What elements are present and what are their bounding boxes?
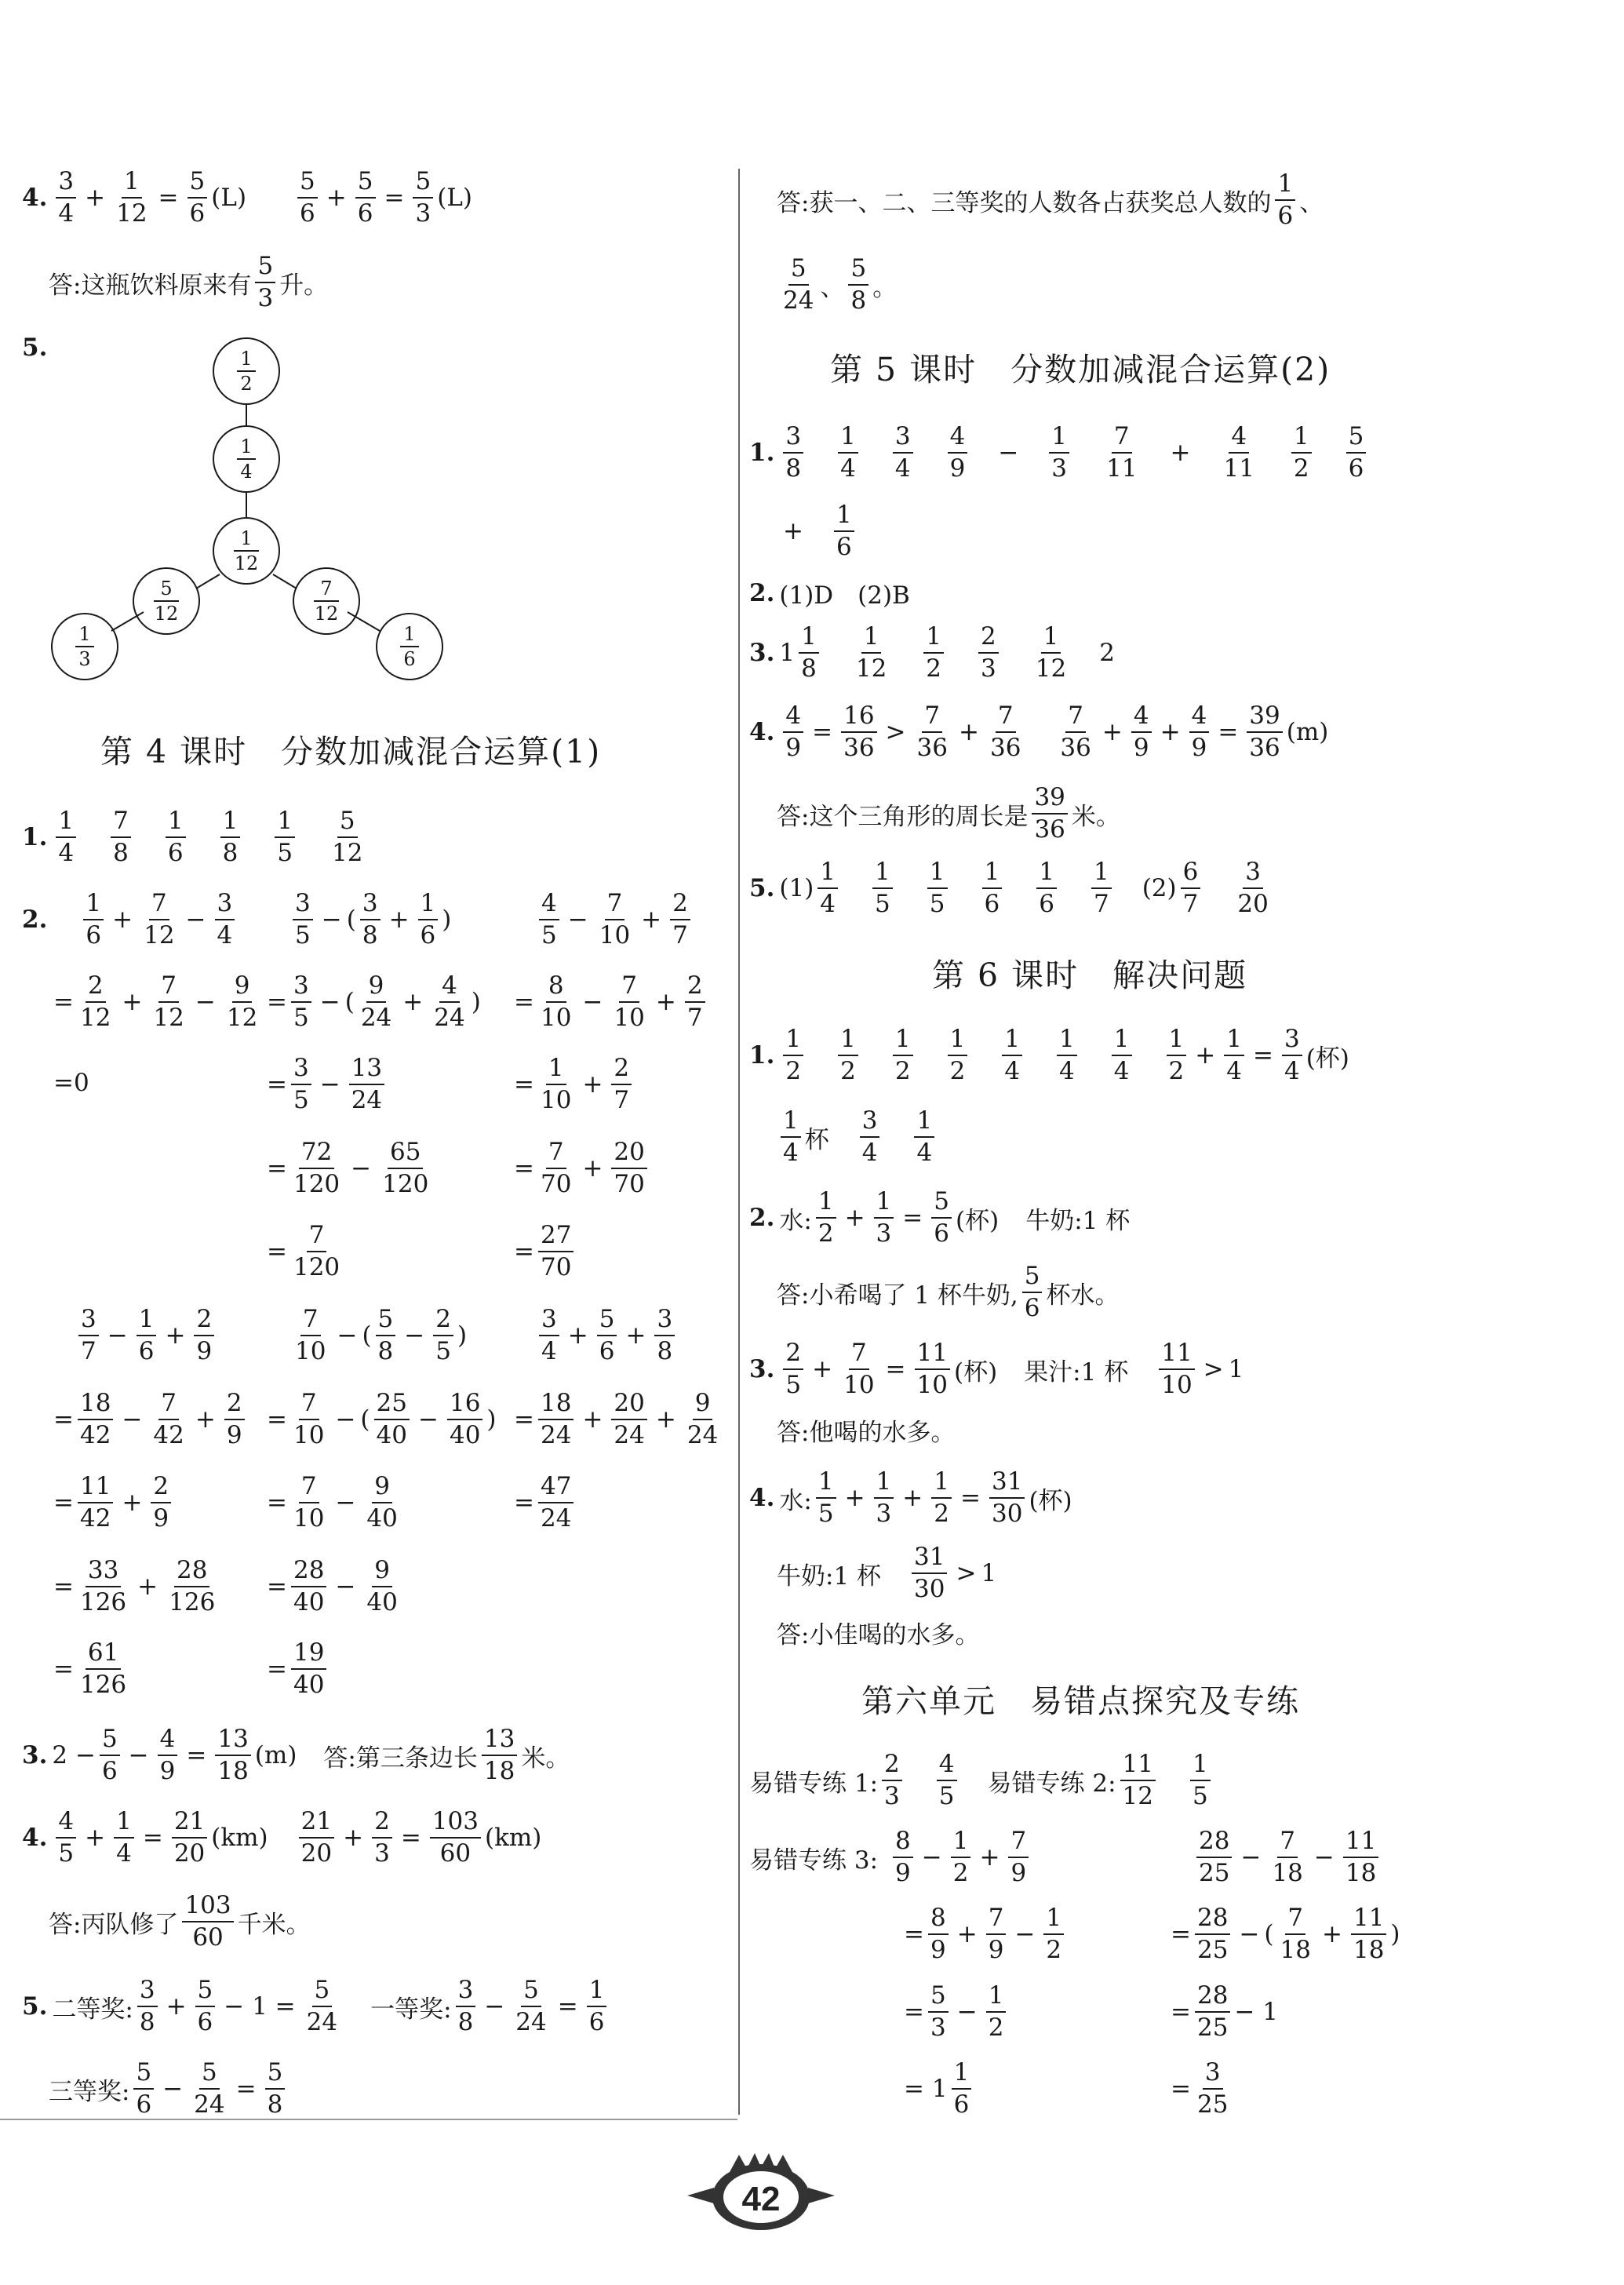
fraction: $\frac{1}{6}$: [166, 808, 186, 867]
fraction: $\frac{19}{40}$: [291, 1640, 326, 1699]
svg-text:4: 4: [240, 461, 253, 483]
fraction: $\frac{13}{18}$: [215, 1726, 250, 1785]
fraction: $\frac{1}{4}$: [914, 1108, 934, 1167]
svg-text:1: 1: [78, 623, 91, 645]
fraction: $\frac{6}{7}$: [1181, 859, 1201, 918]
fraction: $\frac{3}{5}$: [291, 1055, 311, 1114]
svg-text:12: 12: [314, 603, 339, 625]
fraction: $\frac{5}{6}$: [931, 1189, 952, 1248]
column-divider: [738, 169, 740, 2115]
fraction: $\frac{11}{18}$: [1351, 1905, 1386, 1964]
fraction: $\frac{103}{60}$: [182, 1893, 233, 1952]
fraction: $\frac{47}{24}$: [538, 1474, 573, 1532]
fraction: $\frac{3}{8}$: [783, 424, 803, 483]
fraction: $\frac{5}{8}$: [376, 1306, 396, 1365]
right-e3-a3: = $\frac{5}{3}$ − $\frac{1}{2}$: [904, 1983, 1010, 2042]
fraction: $\frac{9}{40}$: [366, 1556, 398, 1617]
page-number-badge: [683, 2150, 839, 2236]
svg-text:2: 2: [240, 373, 253, 395]
fraction: $\frac{1}{6}$: [587, 1977, 607, 2036]
left-q2-c4: = $\frac{7}{70}$ + $\frac{20}{70}$: [514, 1139, 651, 1198]
fraction: $\frac{9}{12}$: [226, 971, 258, 1033]
fraction: $\frac{27}{70}$: [538, 1223, 573, 1281]
left-q2-e4: = $\frac{28}{40}$ − $\frac{9}{40}$: [267, 1558, 404, 1616]
fraction: $\frac{2}{3}$: [882, 1751, 902, 1810]
left-q2-c3: = $\frac{1}{10}$ + $\frac{2}{7}$: [514, 1055, 635, 1114]
tree-node-far-left: [75, 623, 94, 670]
page-number: 42: [741, 2180, 781, 2218]
fraction: $\frac{20}{70}$: [611, 1139, 646, 1198]
right-e3-a2: = $\frac{8}{9}$ + $\frac{7}{9}$ − $\frac{1}{2}$: [904, 1905, 1068, 1964]
right-e1: 易错专练 1: $\frac{2}{3}$ $\frac{4}{5}$ 易错专练 2: $\frac{11}{12}$ $\frac{1}{5}$: [749, 1751, 1214, 1810]
svg-text:12: 12: [234, 552, 259, 574]
left-q3: 3. 2 − $\frac{5}{6}$ − $\frac{4}{9}$ = $\frac{13}{18}$ (m) 答:第三条边长 $\frac{13}{18}$ 米。: [22, 1725, 570, 1786]
svg-text:5: 5: [160, 578, 173, 599]
fraction: $\frac{1}{6}$: [83, 891, 104, 949]
fraction: $\frac{1}{2}$: [1291, 424, 1312, 483]
fraction: $\frac{3}{7}$: [78, 1306, 99, 1365]
fraction: $\frac{72}{120}$: [293, 1138, 340, 1199]
left-q2-d3: = $\frac{11}{42}$ + $\frac{2}{9}$: [53, 1474, 175, 1532]
fraction: $\frac{5}{24}$: [306, 1976, 338, 2037]
fraction: $\frac{5}{3}$: [928, 1983, 949, 2042]
fraction: $\frac{31}{30}$: [989, 1469, 1025, 1528]
left-q2-e3: = $\frac{7}{10}$ − $\frac{9}{40}$: [267, 1474, 404, 1532]
fraction: $\frac{7}{10}$: [293, 1389, 325, 1450]
fraction: $\frac{11}{10}$: [915, 1340, 950, 1399]
fraction: $\frac{28}{25}$: [1195, 1905, 1230, 1964]
fraction: $\frac{7}{10}$: [293, 1472, 325, 1533]
fraction: $\frac{1}{2}$: [783, 1026, 803, 1085]
fraction: $\frac{5}{6}$: [188, 169, 208, 228]
fraction: $\frac{103}{60}$: [430, 1809, 481, 1868]
fraction: $\frac{3}{20}$: [1237, 858, 1269, 919]
right-p3-answer: 答:他喝的水多。: [777, 1419, 956, 1447]
fraction-tree-diagram: [47, 330, 455, 691]
fraction: $\frac{1}{2}$: [986, 1983, 1007, 2042]
left-q4-answer: 答:这瓶饮料原来有 $\frac{5}{3}$ 升。: [49, 252, 329, 313]
fraction: $\frac{13}{24}$: [349, 1055, 384, 1114]
fraction: $\frac{28}{126}$: [169, 1556, 216, 1617]
fraction: $\frac{7}{9}$: [1008, 1828, 1029, 1887]
svg-text:1: 1: [240, 527, 253, 549]
fraction: $\frac{1}{6}$: [834, 502, 854, 561]
fraction: $\frac{2}{7}$: [685, 973, 705, 1032]
fraction: $\frac{1}{5}$: [816, 1469, 836, 1528]
fraction: $\frac{7}{70}$: [540, 1138, 572, 1199]
fraction: $\frac{1}{2}$: [816, 1189, 836, 1248]
fraction: $\frac{3}{25}$: [1196, 2058, 1229, 2119]
title-lesson6: 第 6 课时 解决问题: [932, 957, 1248, 994]
fraction: $\frac{2}{5}$: [433, 1306, 453, 1365]
fraction: $\frac{25}{40}$: [374, 1390, 410, 1449]
fraction: $\frac{1}{4}$: [1224, 1026, 1244, 1085]
fraction: $\frac{7}{10}$: [614, 971, 645, 1033]
left-q2-f2: = $\frac{18}{24}$ + $\frac{20}{24}$ + $\frac{9}{24}$: [514, 1390, 724, 1449]
fraction: $\frac{1}{6}$: [982, 859, 1003, 918]
fraction: $\frac{1}{8}$: [220, 808, 241, 867]
fraction: $\frac{9}{24}$: [360, 971, 392, 1033]
fraction: $\frac{11}{12}$: [1120, 1751, 1156, 1810]
fraction: $\frac{7}{18}$: [1272, 1827, 1303, 1888]
fraction: $\frac{3}{4}$: [215, 891, 235, 949]
svg-text:1: 1: [240, 435, 253, 457]
right-e3-a1: 易错专练 3: $\frac{8}{9}$ − $\frac{1}{2}$ + $\frac{7}{9}$: [749, 1828, 1032, 1887]
title-unit6: 第六单元 易错点探究及专练: [861, 1682, 1300, 1720]
title-lesson5: 第 5 课时 分数加减混合运算(2): [830, 351, 1331, 388]
right-s4: 4. $\frac{4}{9}$ = $\frac{16}{36}$ > $\frac{7}{36}$ + $\frac{7}{36}$ $\frac{7}{36}$ + $\frac{4}{9}$ + $\frac{4}{9}$ = $\frac{39}{36}$ (m): [749, 702, 1329, 763]
fraction: $\frac{7}{12}$: [144, 889, 175, 950]
fraction: $\frac{1}{8}$: [799, 624, 819, 683]
fraction: $\frac{3}{8}$: [456, 1977, 476, 2036]
fraction: $\frac{33}{126}$: [79, 1556, 127, 1617]
fraction: $\frac{3}{4}$: [893, 424, 913, 483]
fraction: $\frac{1}{4}$: [1057, 1026, 1077, 1085]
left-q2-e1: $\frac{7}{10}$ − ( $\frac{5}{8}$ − $\frac{2}{5}$ ): [289, 1306, 467, 1365]
right-s5: 5. (1) $\frac{1}{4}$ $\frac{1}{5}$ $\frac{1}{5}$ $\frac{1}{6}$ $\frac{1}{6}$ $\frac{1}{7}$ (2) $\frac{6}{7}$ $\frac{3}{20}$: [749, 859, 1275, 918]
right-e3-b1: $\frac{28}{25}$ − $\frac{7}{18}$ − $\frac{11}{18}$: [1193, 1828, 1382, 1887]
fraction: $\frac{5}{3}$: [255, 253, 275, 312]
fraction: $\frac{7}{10}$: [295, 1305, 326, 1366]
fraction: $\frac{5}{8}$: [848, 256, 868, 315]
fraction: $\frac{4}{5}$: [937, 1751, 957, 1810]
fraction: $\frac{8}{9}$: [893, 1828, 913, 1887]
fraction: $\frac{2}{3}$: [978, 624, 999, 683]
fraction: $\frac{11}{18}$: [1343, 1828, 1378, 1887]
right-p3: 3. $\frac{2}{5}$ + $\frac{7}{10}$ = $\frac{11}{10}$ (杯) 果汁:1 杯 $\frac{11}{10}$ > 1: [749, 1339, 1244, 1400]
fraction: $\frac{7}{36}$: [989, 702, 1021, 763]
fraction: $\frac{5}{24}$: [515, 1976, 547, 2037]
right-s4-answer: 答:这个三角形的周长是 $\frac{39}{36}$ 米。: [777, 783, 1120, 844]
fraction: $\frac{5}{3}$: [413, 169, 433, 228]
fraction: $\frac{5}{24}$: [194, 2058, 225, 2119]
svg-text:7: 7: [320, 578, 333, 599]
left-q2-c2: = $\frac{8}{10}$ − $\frac{7}{10}$ + $\frac{2}{7}$: [514, 973, 709, 1032]
fraction: $\frac{7}{11}$: [1106, 422, 1138, 483]
fraction: $\frac{1}{2}$: [838, 1026, 858, 1085]
fraction: $\frac{1}{4}$: [838, 424, 858, 483]
left-q5-b: 三等奖: $\frac{5}{6}$ − $\frac{5}{24}$ = $\frac{5}{8}$: [49, 2060, 289, 2119]
fraction: $\frac{9}{24}$: [686, 1389, 719, 1450]
fraction: $\frac{61}{126}$: [79, 1638, 127, 1700]
fraction: $\frac{1}{3}$: [874, 1469, 894, 1528]
left-q2-e5: = $\frac{19}{40}$: [267, 1640, 330, 1699]
fraction: $\frac{7}{18}$: [1280, 1904, 1311, 1965]
fraction: $\frac{4}{5}$: [56, 1809, 76, 1868]
fraction: $\frac{1}{4}$: [1002, 1026, 1022, 1085]
fraction: $\frac{1}{6}$: [1275, 171, 1295, 230]
svg-text:6: 6: [403, 648, 416, 670]
left-q2-a3: =0: [53, 1069, 89, 1097]
fraction: $\frac{1}{4}$: [114, 1809, 134, 1868]
fraction: $\frac{7}{10}$: [599, 889, 631, 950]
fraction: $\frac{1}{5}$: [1190, 1751, 1211, 1810]
fraction: $\frac{2}{12}$: [79, 971, 111, 1033]
fraction: $\frac{7}{8}$: [111, 808, 131, 867]
fraction: $\frac{5}{6}$: [195, 1977, 216, 2036]
fraction: $\frac{7}{42}$: [153, 1389, 184, 1450]
tree-node-left: [154, 578, 179, 625]
fraction: $\frac{1}{2}$: [931, 1469, 952, 1528]
fraction: $\frac{1}{2}$: [893, 1026, 913, 1085]
fraction: $\frac{11}{10}$: [1159, 1340, 1194, 1399]
fraction: $\frac{1}{2}$: [951, 1828, 971, 1887]
fraction: $\frac{1}{2}$: [948, 1026, 968, 1085]
fraction: $\frac{39}{36}$: [1247, 703, 1282, 762]
fraction: $\frac{8}{10}$: [540, 971, 572, 1033]
fraction: $\frac{1}{4}$: [817, 859, 838, 918]
fraction: $\frac{3}{8}$: [360, 891, 381, 949]
fraction: $\frac{8}{9}$: [928, 1905, 949, 1964]
left-q2-f3: = $\frac{47}{24}$: [514, 1474, 577, 1532]
fraction: $\frac{21}{20}$: [299, 1809, 334, 1868]
fraction: $\frac{1}{12}$: [116, 167, 147, 228]
left-q2-d5: = $\frac{61}{126}$: [53, 1640, 133, 1699]
fraction: $\frac{28}{40}$: [291, 1558, 326, 1616]
fraction: $\frac{9}{40}$: [366, 1472, 398, 1533]
left-q2-c5: = $\frac{27}{70}$: [514, 1223, 577, 1281]
right-p2-answer: 答:小希喝了 1 杯牛奶, $\frac{5}{6}$ 杯水。: [777, 1262, 1120, 1323]
fraction: $\frac{1}{5}$: [275, 808, 295, 867]
left-q4: 4. $\frac{3}{4}$ + $\frac{1}{12}$ = $\frac{5}{6}$ (L) $\frac{5}{6}$ + $\frac{5}{6}$ = $\frac{5}{3}$ (L): [22, 167, 472, 228]
right-s1: 1. $\frac{3}{8}$ $\frac{1}{4}$ $\frac{3}{4}$ $\frac{4}{9}$ − $\frac{1}{3}$ $\frac{7}{11}$ + $\frac{4}{11}$ $\frac{1}{2}$ $\frac{5}{6}$: [749, 424, 1370, 483]
fraction: $\frac{3}{8}$: [654, 1306, 675, 1365]
tree-node-right: [314, 578, 339, 625]
left-q2-b5: = $\frac{7}{120}$: [267, 1223, 346, 1281]
left-q2-f1: $\frac{3}{4}$ + $\frac{5}{6}$ + $\frac{3}{8}$: [535, 1306, 679, 1365]
right-e3-b2: = $\frac{28}{25}$ − ( $\frac{7}{18}$ + $\frac{11}{18}$ ): [1171, 1904, 1400, 1965]
fraction: $\frac{3}{4}$: [860, 1108, 880, 1167]
fraction: $\frac{4}{24}$: [434, 971, 465, 1033]
tree-node-half: [237, 348, 256, 395]
fraction: $\frac{1}{4}$: [781, 1108, 801, 1167]
left-q2-b3: = $\frac{3}{5}$ − $\frac{13}{24}$: [267, 1055, 388, 1114]
fraction: $\frac{28}{25}$: [1195, 1983, 1230, 2042]
fraction: $\frac{5}{8}$: [265, 2060, 286, 2119]
left-q2-a1: 2. $\frac{1}{6}$ + $\frac{7}{12}$ − $\frac{3}{4}$: [22, 891, 239, 949]
fraction: $\frac{1}{7}$: [1091, 859, 1112, 918]
fraction: $\frac{1}{2}$: [1167, 1026, 1187, 1085]
fraction: $\frac{7}{36}$: [1060, 702, 1091, 763]
tree-node-quarter: [237, 435, 256, 483]
fraction: $\frac{28}{25}$: [1196, 1828, 1232, 1887]
svg-text:12: 12: [154, 603, 179, 625]
left-q5-a: 5. 二等奖: $\frac{3}{8}$ + $\frac{5}{6}$ − 1 = $\frac{5}{24}$ 一等奖: $\frac{3}{8}$ − $\frac{5}{24}$ = $\frac{1}{6}$: [22, 1977, 610, 2036]
fraction: $\frac{65}{120}$: [382, 1138, 429, 1199]
svg-text:1: 1: [240, 348, 253, 370]
fraction: $\frac{1}{3}$: [1049, 424, 1069, 483]
fraction: $\frac{16}{36}$: [841, 703, 876, 762]
fraction: $\frac{4}{9}$: [1189, 703, 1210, 762]
fraction: $\frac{11}{42}$: [78, 1474, 113, 1532]
fraction: $\frac{5}{6}$: [355, 169, 376, 228]
left-q1: 1. $\frac{1}{4}$ $\frac{7}{8}$ $\frac{1}{6}$ $\frac{1}{8}$ $\frac{1}{5}$ $\frac{5}{12}$: [22, 808, 370, 867]
left-q2-d4: = $\frac{33}{126}$ + $\frac{28}{126}$: [53, 1558, 221, 1616]
left-q4b: 4. $\frac{4}{5}$ + $\frac{1}{4}$ = $\frac{21}{20}$ (km) $\frac{21}{20}$ + $\frac{2}{3}$ = $\frac{103}{60}$ (km): [22, 1807, 542, 1868]
fraction: $\frac{18}{42}$: [78, 1390, 113, 1449]
left-q2-a2: = $\frac{2}{12}$ + $\frac{7}{12}$ − $\frac{9}{12}$: [53, 973, 264, 1032]
fraction: $\frac{2}{5}$: [783, 1340, 803, 1399]
fraction: $\frac{5}{6}$: [133, 2060, 154, 2119]
fraction: $\frac{4}{9}$: [158, 1726, 178, 1785]
fraction: $\frac{1}{6}$: [952, 2060, 972, 2119]
fraction: $\frac{1}{6}$: [137, 1306, 157, 1365]
fraction: $\frac{2}{7}$: [670, 891, 690, 949]
fraction: $\frac{1}{3}$: [874, 1189, 894, 1248]
fraction: $\frac{7}{120}$: [293, 1221, 340, 1282]
right-p2: 2. 水: $\frac{1}{2}$ + $\frac{1}{3}$ = $\frac{5}{6}$ (杯) 牛奶:1 杯: [749, 1187, 1131, 1248]
left-q5-label: 5.: [22, 333, 48, 362]
fraction: $\frac{2}{9}$: [194, 1306, 214, 1365]
fraction: $\frac{5}{6}$: [1022, 1263, 1043, 1322]
right-s1-cont: + $\frac{1}{6}$: [783, 502, 858, 561]
fraction: $\frac{2}{7}$: [611, 1055, 632, 1114]
right-e3-b3: = $\frac{28}{25}$ − 1: [1171, 1981, 1278, 2043]
right-e3-a4: = 1 $\frac{1}{6}$: [904, 2060, 975, 2119]
right-q5-answer-cont: $\frac{5}{24}$ 、 $\frac{5}{8}$ 。: [777, 256, 897, 315]
left-q2-d1: $\frac{3}{7}$ − $\frac{1}{6}$ + $\frac{2}{9}$: [75, 1306, 218, 1365]
fraction: $\frac{7}{10}$: [843, 1339, 875, 1400]
fraction: $\frac{2}{3}$: [372, 1809, 392, 1868]
title-lesson4: 第 4 课时 分数加减混合运算(1): [100, 733, 602, 771]
fraction: $\frac{18}{24}$: [538, 1390, 573, 1449]
right-s3: 3. 1 $\frac{1}{8}$ $\frac{1}{12}$ $\frac{1}{2}$ $\frac{2}{3}$ $\frac{1}{12}$ 2: [749, 622, 1115, 683]
right-q5-answer: 答:获一、二、三等奖的人数各占获奖总人数的 $\frac{1}{6}$ 、: [777, 169, 1324, 231]
right-p1: 1. $\frac{1}{2}$ $\frac{1}{2}$ $\frac{1}{2}$ $\frac{1}{2}$ $\frac{1}{4}$ $\frac{1}{4}$ $\frac{1}{4}$ $\frac{1}{2}$ + $\frac{1}{4}$ = $\frac{3}{4}$ (杯): [749, 1025, 1349, 1086]
fraction: $\frac{4}{9}$: [948, 424, 968, 483]
fraction: $\frac{4}{9}$: [1131, 703, 1152, 762]
fraction: $\frac{1}{4}$: [1112, 1026, 1132, 1085]
fraction: $\frac{1}{6}$: [1036, 859, 1057, 918]
fraction: $\frac{3}{4}$: [56, 169, 76, 228]
svg-text:1: 1: [403, 623, 416, 645]
fraction: $\frac{4}{5}$: [539, 891, 559, 949]
right-s2: 2. (1)D (2)B: [749, 578, 910, 610]
fraction: $\frac{2}{9}$: [151, 1474, 171, 1532]
bottom-rule: [0, 2119, 737, 2120]
fraction: $\frac{21}{20}$: [172, 1809, 207, 1868]
fraction: $\frac{20}{24}$: [611, 1390, 646, 1449]
fraction: $\frac{5}{6}$: [297, 169, 318, 228]
fraction: $\frac{2}{9}$: [224, 1390, 245, 1449]
fraction: $\frac{16}{40}$: [447, 1390, 482, 1449]
fraction: $\frac{5}{6}$: [1346, 424, 1367, 483]
left-q4b-answer: 答:丙队修了 $\frac{103}{60}$ 千米。: [49, 1891, 311, 1952]
fraction: $\frac{5}{6}$: [597, 1306, 617, 1365]
right-p1-cont: $\frac{1}{4}$ 杯 $\frac{3}{4}$ $\frac{1}{4}$: [777, 1108, 938, 1167]
fraction: $\frac{7}{36}$: [916, 702, 948, 763]
fraction: $\frac{1}{10}$: [540, 1054, 572, 1115]
right-e3-b4: = $\frac{3}{25}$: [1171, 2060, 1234, 2119]
fraction: $\frac{3}{5}$: [293, 891, 313, 949]
fraction: $\frac{1}{5}$: [872, 859, 893, 918]
fraction: $\frac{3}{5}$: [291, 973, 311, 1032]
right-p4-cont: 牛奶:1 杯 $\frac{31}{30}$ > 1: [777, 1543, 997, 1604]
left-q2-c1: $\frac{4}{5}$ − $\frac{7}{10}$ + $\frac{2}{7}$: [535, 891, 694, 949]
fraction: $\frac{7}{9}$: [986, 1905, 1007, 1964]
fraction: $\frac{3}{4}$: [1282, 1026, 1302, 1085]
fraction: $\frac{3}{8}$: [137, 1977, 158, 2036]
svg-text:3: 3: [78, 648, 91, 670]
left-q2-d2: = $\frac{18}{42}$ − $\frac{7}{42}$ + $\frac{2}{9}$: [53, 1390, 249, 1449]
fraction: $\frac{5}{12}$: [332, 807, 363, 868]
fraction: $\frac{3}{4}$: [539, 1306, 559, 1365]
left-q2-b2: = $\frac{3}{5}$ − ( $\frac{9}{24}$ + $\frac{4}{24}$ ): [267, 971, 481, 1033]
fraction: $\frac{31}{30}$: [912, 1544, 947, 1603]
fraction: $\frac{1}{12}$: [855, 622, 887, 683]
tree-node-center: [234, 527, 259, 574]
right-p4: 4. 水: $\frac{1}{5}$ + $\frac{1}{3}$ + $\frac{1}{2}$ = $\frac{31}{30}$ (杯): [749, 1467, 1072, 1529]
fraction: $\frac{1}{5}$: [927, 859, 948, 918]
fraction: $\frac{1}{12}$: [1035, 622, 1067, 683]
fraction: $\frac{39}{36}$: [1032, 785, 1067, 844]
fraction: $\frac{7}{12}$: [153, 971, 184, 1033]
fraction: $\frac{4}{11}$: [1223, 422, 1254, 483]
fraction: $\frac{1}{6}$: [418, 891, 439, 949]
left-q2-b1: $\frac{3}{5}$ − ( $\frac{3}{8}$ + $\frac{1}{6}$ ): [289, 891, 451, 949]
left-q2-e2: = $\frac{7}{10}$ − ( $\frac{25}{40}$ − $\frac{16}{40}$ ): [267, 1389, 497, 1450]
left-q2-b4: = $\frac{72}{120}$ − $\frac{65}{120}$: [267, 1139, 435, 1198]
fraction: $\frac{1}{2}$: [1043, 1905, 1064, 1964]
fraction: $\frac{1}{4}$: [56, 808, 76, 867]
fraction: $\frac{1}{2}$: [923, 624, 944, 683]
fraction: $\frac{5}{24}$: [783, 254, 814, 315]
right-p4-answer: 答:小佳喝的水多。: [777, 1621, 980, 1649]
tree-node-far-right: [400, 623, 419, 670]
fraction: $\frac{5}{6}$: [100, 1726, 120, 1785]
fraction: $\frac{4}{9}$: [783, 703, 803, 762]
fraction: $\frac{13}{18}$: [482, 1726, 517, 1785]
